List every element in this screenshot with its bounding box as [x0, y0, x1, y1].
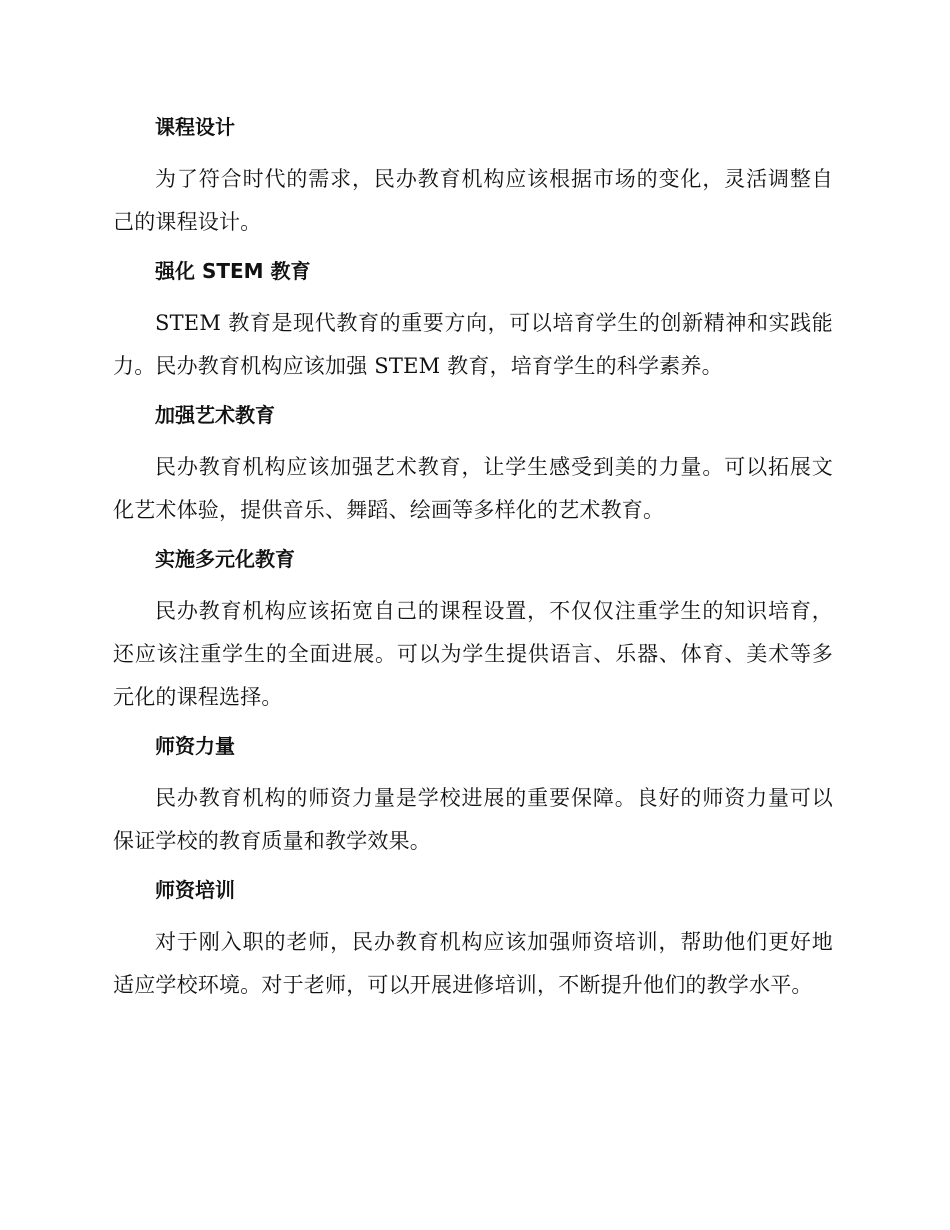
section-heading: 师资力量: [155, 734, 235, 758]
section-paragraph: 民办教育机构应该加强艺术教育，让学生感受到美的力量。可以拓展文化艺术体验，提供音乐、舞蹈、绘画等多样化的艺术教育。: [113, 455, 833, 522]
section-teacher-training: [113, 871, 833, 1007]
section-course-design: [113, 108, 833, 244]
section-paragraph: STEM 教育是现代教育的重要方向，可以培育学生的创新精神和实践能力。民办教育机构应该加强 STEM 教育，培育学生的科学素养。: [113, 311, 833, 378]
section-heading: 师资培训: [155, 878, 235, 902]
section-paragraph: 民办教育机构应该拓宽自己的课程设置，不仅仅注重学生的知识培育，还应该注重学生的全面进展。可以为学生提供语言、乐器、体育、美术等多元化的课程选择。: [113, 599, 833, 709]
section-stem-education: [113, 252, 833, 388]
document-body: [113, 108, 833, 1015]
section-heading: 实施多元化教育: [155, 547, 295, 571]
section-art-education: [113, 396, 833, 532]
section-diversified-education: [113, 540, 833, 719]
section-heading: 强化 STEM 教育: [155, 259, 311, 283]
section-heading: 课程设计: [155, 115, 235, 139]
section-paragraph: 民办教育机构的师资力量是学校进展的重要保障。良好的师资力量可以保证学校的教育质量和教学效果。: [113, 786, 833, 853]
section-paragraph: 为了符合时代的需求，民办教育机构应该根据市场的变化，灵活调整自己的课程设计。: [113, 167, 833, 234]
section-paragraph: 对于刚入职的老师，民办教育机构应该加强师资培训，帮助他们更好地适应学校环境。对于老师，可以开展进修培训，不断提升他们的教学水平。: [113, 930, 833, 997]
section-teaching-staff: [113, 727, 833, 863]
section-heading: 加强艺术教育: [155, 403, 275, 427]
